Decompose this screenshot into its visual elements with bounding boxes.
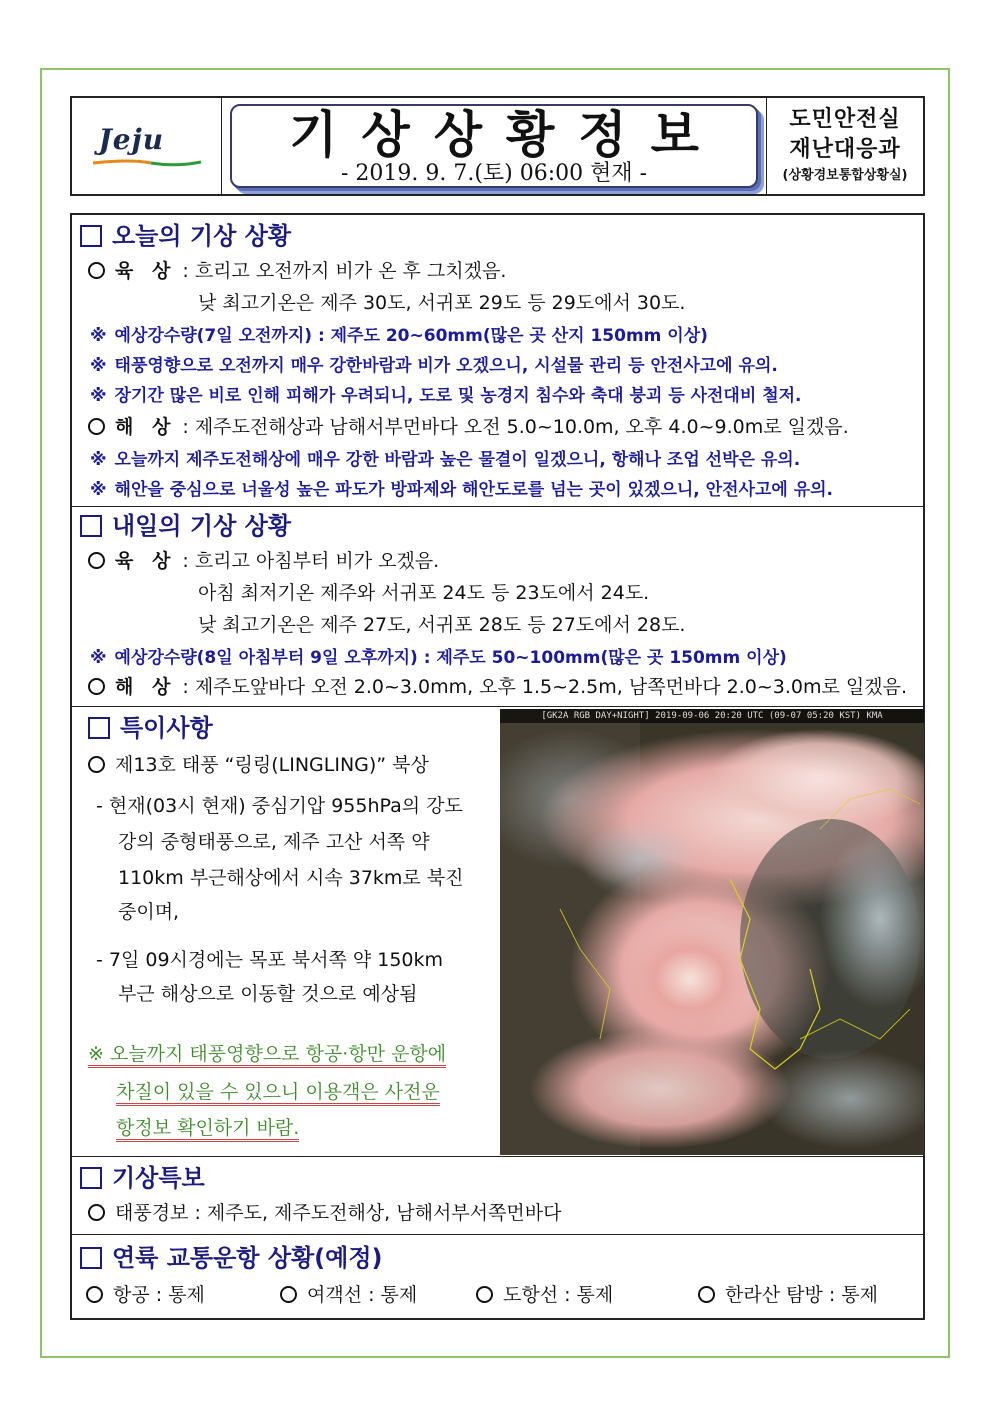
special-warning-line1: ※ 오늘까지 태풍영향으로 항공·항만 운항에 [88,1037,446,1071]
special-dash1-line2: 강의 중형태풍으로, 제주 고산 서쪽 약 [118,831,430,853]
circle-bullet-icon [698,1286,715,1303]
checkbox-square-icon [80,515,102,537]
satellite-caption: [GK2A RGB DAY+NIGHT] 2019-09-06 20:20 UTC (09-07 05:20 KST) KMA [500,709,924,723]
today-note-3: ※ 장기간 많은 비로 인해 피해가 우려되니, 도로 및 농경지 침수와 축대 붕괴 등 사전대비 철저. [90,386,802,406]
transport-air: 항공 : 통제 [86,1281,205,1309]
department-line3: (상황경보통합상황실) [782,168,908,183]
department-line2: 재난대응과 [789,137,901,162]
section-title-advisory: 기상특보 [80,1163,205,1193]
circle-bullet-icon [86,1286,103,1303]
advisory-line: 태풍경보 : 제주도, 제주도전해상, 남해서부서쪽먼바다 [88,1199,561,1227]
special-warning-line3: 항정보 확인하기 바람. [116,1111,299,1145]
checkbox-square-icon [80,1167,102,1189]
tomorrow-sea: 해 상 : 제주도앞바다 오전 2.0~3.0mm, 오후 1.5~2.5m, 남쪽먼바다 2.0~3.0m로 일겠음. [88,673,907,701]
special-item: 제13호 태풍 “링링(LINGLING)” 북상 [88,751,429,779]
checkbox-square-icon [80,225,102,247]
circle-bullet-icon [476,1286,493,1303]
department-line1: 도민안전실 [789,107,901,132]
special-warning-line2: 차질이 있을 수 있으니 이용객은 사전운 [116,1075,440,1109]
circle-bullet-icon [88,678,105,695]
transport-hallasan: 한라산 탐방 : 통제 [698,1281,878,1309]
page-subtitle: - 2019. 9. 7.(토) 06:00 현재 - [340,161,648,186]
circle-bullet-icon [88,552,105,569]
title-cell [222,98,767,194]
logo-text: Jeju [98,123,165,156]
title-box [230,104,758,188]
circle-bullet-icon [88,262,105,279]
section-advisory [72,1157,923,1235]
circle-bullet-icon [88,418,105,435]
today-land: 육 상 : 흐리고 오전까지 비가 온 후 그치겠음. [88,257,506,285]
page-title: 기상상황정보 [289,106,723,164]
transport-ferry: 여객선 : 통제 [280,1281,417,1309]
tomorrow-land: 육 상 : 흐리고 아침부터 비가 오겠음. [88,547,439,575]
special-dash1-line1: - 현재(03시 현재) 중심기압 955hPa의 강도 [96,795,463,817]
section-title-transport: 연륙 교통운항 상황(예정) [80,1243,383,1273]
tomorrow-land-max: 낮 최고기온은 제주 27도, 서귀포 28도 등 27도에서 28도. [198,614,686,636]
circle-bullet-icon [280,1286,297,1303]
section-tomorrow [72,507,923,707]
today-note-1: ※ 예상강수량(7일 오전까지) : 제주도 20~60mm(많은 곳 산지 150mm 이상) [90,326,708,346]
today-sea-note-1: ※ 오늘까지 제주도전해상에 매우 강한 바람과 높은 물결이 일겠으니, 항해나 조업 선박은 유의. [90,450,801,470]
transport-island-boat: 도항선 : 통제 [476,1281,613,1309]
tomorrow-land-min: 아침 최저기온 제주와 서귀포 24도 등 23도에서 24도. [198,582,650,604]
logo-swoosh-icon [91,157,203,169]
typhoon-satellite-picture [500,709,924,1155]
special-dash2-line1: - 7일 09시경에는 목포 북서쪽 약 150km [96,949,444,971]
section-today [72,215,923,507]
circle-bullet-icon [88,1204,105,1221]
checkbox-square-icon [80,1247,102,1269]
today-land-temp: 낮 최고기온은 제주 30도, 서귀포 29도 등 29도에서 30도. [198,292,686,314]
section-transport [72,1235,923,1320]
jeju-logo [91,121,203,171]
checkbox-square-icon [88,717,110,739]
section-title-tomorrow: 내일의 기상 상황 [80,511,291,541]
department-cell [767,98,923,194]
logo-cell [72,98,222,194]
section-title-today: 오늘의 기상 상황 [80,221,291,251]
satellite-image [500,709,924,1155]
special-dash2-line2: 부근 해상으로 이동할 것으로 예상됨 [118,983,418,1005]
tomorrow-note: ※ 예상강수량(8일 아침부터 9일 오후까지) : 제주도 50~100mm(많은 곳 150mm 이상) [90,648,787,668]
section-title-special: 특이사항 [88,713,213,743]
today-sea-note-2: ※ 해안을 중심으로 너울성 높은 파도가 방파제와 해안도로를 넘는 곳이 있겠으니, 안전사고에 유의. [90,480,834,500]
special-dash1-line3: 110km 부근해상에서 시속 37km로 북진 [118,867,464,889]
main-content [70,213,925,1320]
special-dash1-line4: 중이며, [118,901,180,923]
header [70,96,925,196]
circle-bullet-icon [88,756,105,773]
today-note-2: ※ 태풍영향으로 오전까지 매우 강한바람과 비가 오겠으니, 시설물 관리 등 안전사고에 유의. [90,356,778,376]
today-sea: 해 상 : 제주도전해상과 남해서부먼바다 오전 5.0~10.0m, 오후 4.0~9.0m로 일겠음. [88,413,849,441]
